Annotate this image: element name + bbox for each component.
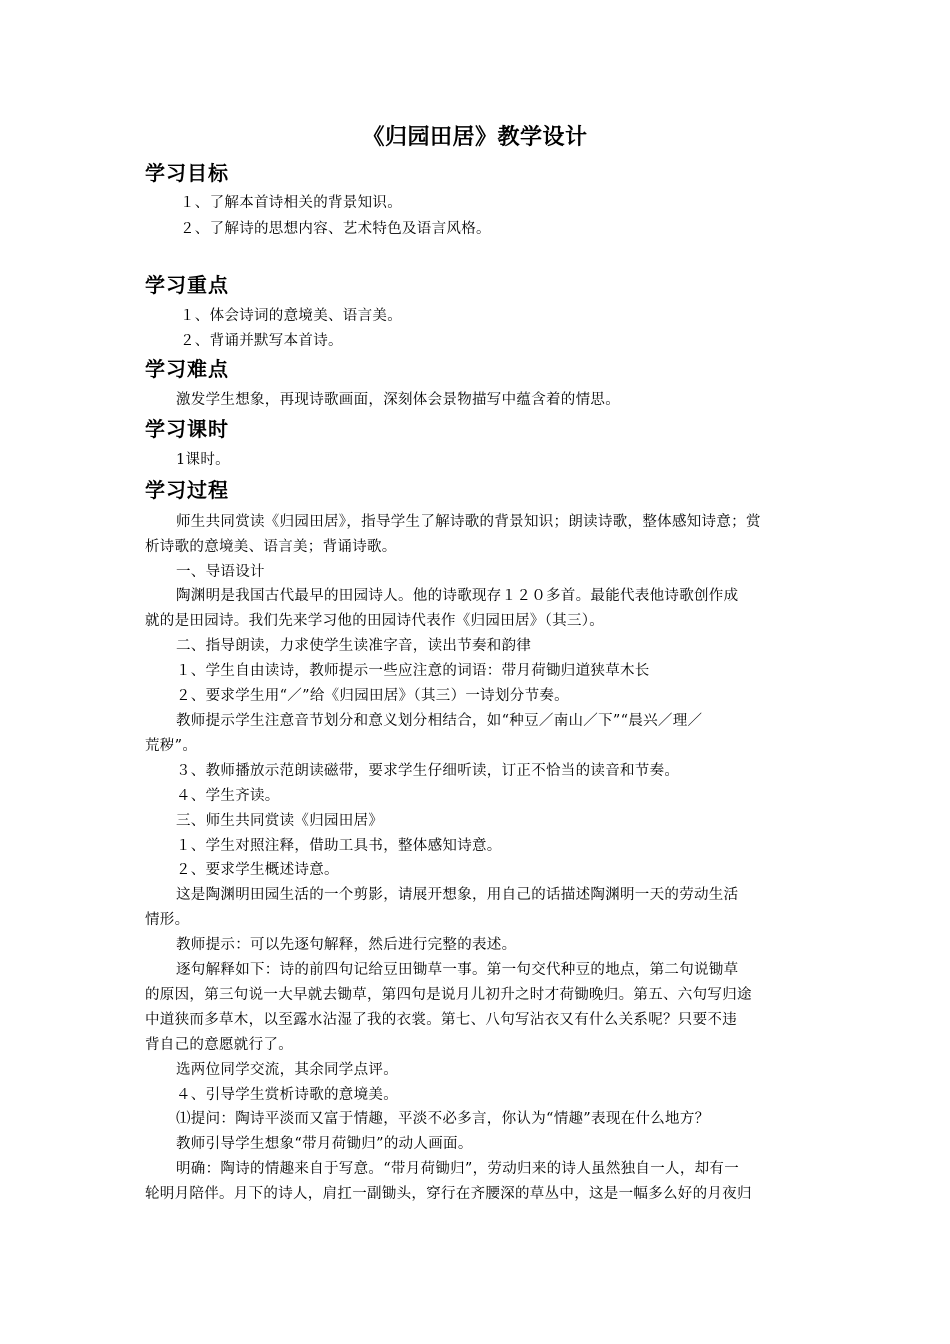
process-line: 陶渊明是我国古代最早的田园诗人。他的诗歌现存１２０多首。最能代表他诗歌创作成 <box>176 588 739 604</box>
process-line: 就的是田园诗。我们先来学习他的田园诗代表作《归园田居》（其三）。 <box>145 613 605 629</box>
heading-learning-process: 学习过程 <box>145 478 229 502</box>
key-point-line-2: ２、背诵并默写本首诗。 <box>180 333 343 349</box>
process-line: １、学生自由读诗，教师提示一些应注意的词语：带月荷锄归道狭草木长 <box>176 663 650 679</box>
heading-learning-goals: 学习目标 <box>145 161 229 185</box>
process-line: 选两位同学交流，其余同学点评。 <box>176 1062 398 1078</box>
process-line: ２、要求学生用“／”给《归园田居》（其三）一诗划分节奏。 <box>176 688 569 704</box>
process-line: 背自己的意愿就行了。 <box>145 1037 293 1053</box>
process-line: 情形。 <box>145 912 190 928</box>
process-line: ⑴提问：陶诗平淡而又富于情趣，平淡不必多言，你认为“情趣”表现在什么地方？ <box>176 1111 710 1127</box>
process-line: 教师提示：可以先逐句解释，然后进行完整的表述。 <box>176 937 517 953</box>
process-line: 一、导语设计 <box>176 564 265 580</box>
process-line: 明确：陶诗的情趣来自于写意。“带月荷锄归”，劳动归来的诗人虽然独自一人，却有一 <box>176 1161 740 1177</box>
difficulty-line: 激发学生想象，再现诗歌画面，深刻体会景物描写中蕴含着的情思。 <box>176 392 620 408</box>
process-line: １、学生对照注释，借助工具书，整体感知诗意。 <box>176 838 502 854</box>
process-line: 这是陶渊明田园生活的一个剪影，请展开想象，用自己的话描述陶渊明一天的劳动生活 <box>176 887 739 903</box>
heading-class-hours: 学习课时 <box>145 417 229 441</box>
process-line: 教师提示学生注意音节划分和意义划分相结合，如“种豆／南山／下”“晨兴／理／ <box>176 713 703 729</box>
heading-difficulties: 学习难点 <box>145 357 229 381</box>
process-line: ２、要求学生概述诗意。 <box>176 862 339 878</box>
process-line: 荒秽”。 <box>145 738 198 754</box>
key-point-line-1: １、体会诗词的意境美、语言美。 <box>180 308 402 324</box>
process-line: 三、师生共同赏读《归园田居》 <box>176 813 384 829</box>
process-line: 析诗歌的意境美、语言美；背诵诗歌。 <box>145 539 397 555</box>
process-line: 轮明月陪伴。月下的诗人，肩扛一副锄头，穿行在齐腰深的草丛中，这是一幅多么好的月夜归 <box>145 1186 752 1202</box>
document-title: 《归园田居》教学设计 <box>362 124 588 150</box>
process-line: 二、指导朗读，力求使学生读准字音，读出节奏和韵律 <box>176 638 532 654</box>
goal-line-2: ２、了解诗的思想内容、艺术特色及语言风格。 <box>180 221 491 237</box>
process-line: ４、引导学生赏析诗歌的意境美。 <box>176 1087 398 1103</box>
process-line: 师生共同赏读《归园田居》，指导学生了解诗歌的背景知识；朗读诗歌，整体感知诗意；赏 <box>176 514 761 530</box>
process-line: ４、学生齐读。 <box>176 788 280 804</box>
process-line: 逐句解释如下：诗的前四句记给豆田锄草一事。第一句交代种豆的地点，第二句说锄草 <box>176 962 739 978</box>
goal-line-1: １、了解本首诗相关的背景知识。 <box>180 195 402 211</box>
process-line: 的原因，第三句说一大早就去锄草，第四句是说月儿初升之时才荷锄晚归。第五、六句写归途 <box>145 987 752 1003</box>
process-line: 教师引导学生想象“带月荷锄归”的动人画面。 <box>176 1136 473 1152</box>
process-line: ３、教师播放示范朗读磁带，要求学生仔细听读，订正不恰当的读音和节奏。 <box>176 763 680 779</box>
heading-key-points: 学习重点 <box>145 273 229 297</box>
class-hours-line: 1课时。 <box>176 452 230 468</box>
process-line: 中道狭而多草木，以至露水沾湿了我的衣裳。第七、八句写沾衣又有什么关系呢？只要不违 <box>145 1012 737 1028</box>
